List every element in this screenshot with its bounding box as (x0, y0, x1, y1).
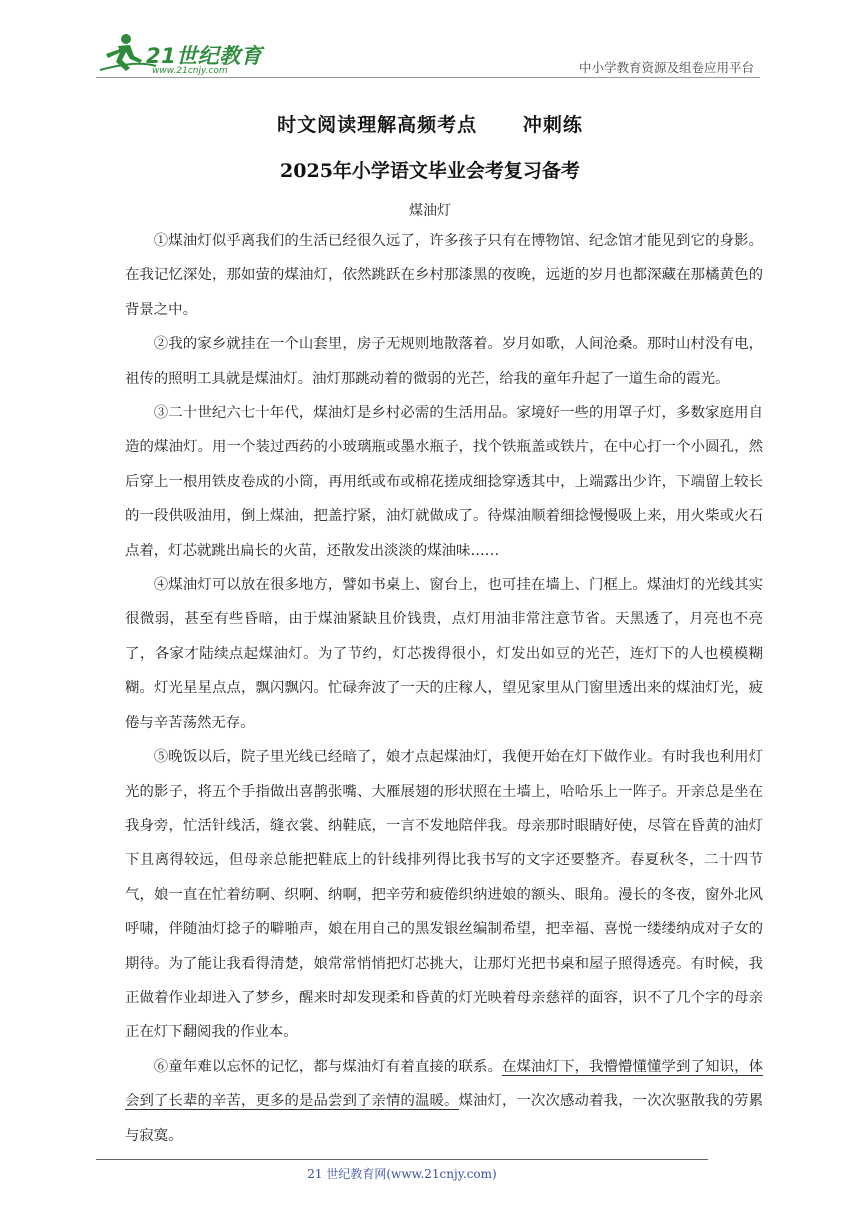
logo-url: www.21cnjy.com (152, 66, 228, 76)
paragraph-4: ④煤油灯可以放在很多地方，譬如书桌上、窗台上，也可挂在墙上、门框上。煤油灯的光线其实很微弱，甚至有些昏暗，由于煤油紧缺且价钱贵，点灯用油非常注意节省。天黑透了，月亮也不亮了，各家才陆续点起煤油灯。为了节约，灯芯拨得很小，灯发出如豆的光芒，连灯下的人也模模糊糊。灯光星星点点，飘闪飘闪。忙碌奔波了一天的庄稼人，望见家里从门窗里透出来的煤油灯光，疲倦与辛苦荡然无存。 (125, 577, 763, 731)
paragraph-3: ③二十世纪六七十年代，煤油灯是乡村必需的生活用品。家境好一些的用罩子灯，多数家庭用自造的煤油灯。用一个装过西药的小玻璃瓶或墨水瓶子，找个铁瓶盖或铁片，在中心打一个小圆孔，然后穿上一根用铁皮卷成的小筒，再用纸或布或棉花搓成细捻穿透其中，上端露出少许，下端留上较长的一段供吸油用，倒上煤油，把盖拧紧，油灯就做成了。待煤油顺着细捻慢慢吸上来，用火柴或火石点着，灯芯就跳出扁长的火苗，还散发出淡淡的煤油味…… (125, 405, 763, 559)
header-divider (96, 77, 760, 78)
underlined-sentence: 在煤油灯下，我懵懵懂懂学到了知识，体会到了长辈的辛苦，更多的是品尝到了亲情的温暖。 (125, 1058, 763, 1110)
paragraph-5: ⑤晚饭以后，院子里光线已经暗了，娘才点起煤油灯，我便开始在灯下做作业。有时我也利用灯光的影子，将五个手指做出喜鹊张嘴、大雁展翅的形状照在土墙上，哈哈乐上一阵子。开亲总是坐在我身旁，忙活针线活，缝衣裳、纳鞋底，一言不发地陪伴我。母亲那时眼睛好使，尽管在昏黄的油灯下且离得较远，但母亲总能把鞋底上的针线排列得比我书写的文字还要整齐。春夏秋冬，二十四节气，娘一直在忙着纺啊、织啊、纳啊，把辛劳和疲倦织纳进娘的额头、眼角。漫长的冬夜，窗外北风呼啸，伴随油灯捻子的噼啪声，娘在用自己的黑发银丝编制希望，把幸福、喜悦一缕缕纳成对子女的期待。为了能让我看得清楚，娘常常悄悄把灯芯挑大，让那灯光把书桌和屋子照得透亮。有时候，我正做着作业却进入了梦乡，醒来时却发现柔和昏黄的灯光映着母亲慈祥的面容，识不了几个字的母亲正在灯下翻阅我的作业本。 (125, 749, 763, 1041)
main-title: 时文阅读理解高频考点 冲刺练 (277, 114, 583, 136)
sub-title: 2025年小学语文毕业会考复习备考 (280, 160, 580, 182)
paragraph-1: ①煤油灯似乎离我们的生活已经很久远了，许多孩子只有在博物馆、纪念馆才能见到它的身影。在我记忆深处，那如萤的煤油灯，依然跳跃在乡村那漆黑的夜晚，远逝的岁月也都深藏在那橘黄色的背景之中。 (125, 233, 763, 318)
paragraph-6-intro: ⑥童年难以忘怀的记忆，都与煤油灯有着直接的联系。 (153, 1058, 502, 1075)
footer-divider (96, 1159, 708, 1160)
page-header (96, 30, 760, 80)
article-title: 煤油灯 (409, 203, 451, 219)
article-body (125, 224, 763, 1153)
paragraph-6 (125, 1050, 763, 1153)
footer-site[interactable]: 21 世纪教育网(www.21cnjy.com) (307, 1167, 497, 1181)
logo-text: 21世纪教育 (146, 44, 263, 68)
paragraph-2: ②我的家乡就挂在一个山套里，房子无规则地散落着。岁月如歌，人间沧桑。那时山村没有电，祖传的照明工具就是煤油灯。油灯那跳动着的微弱的光芒，给我的童年升起了一道生命的霞光。 (125, 336, 763, 387)
platform-name: 中小学教育资源及组卷应用平台 (578, 60, 754, 75)
site-logo[interactable] (96, 30, 266, 80)
paragraph-6-outro: 煤油灯，一次次感动着我，一次次驱散我的劳累与寂寞。 (125, 1093, 763, 1144)
